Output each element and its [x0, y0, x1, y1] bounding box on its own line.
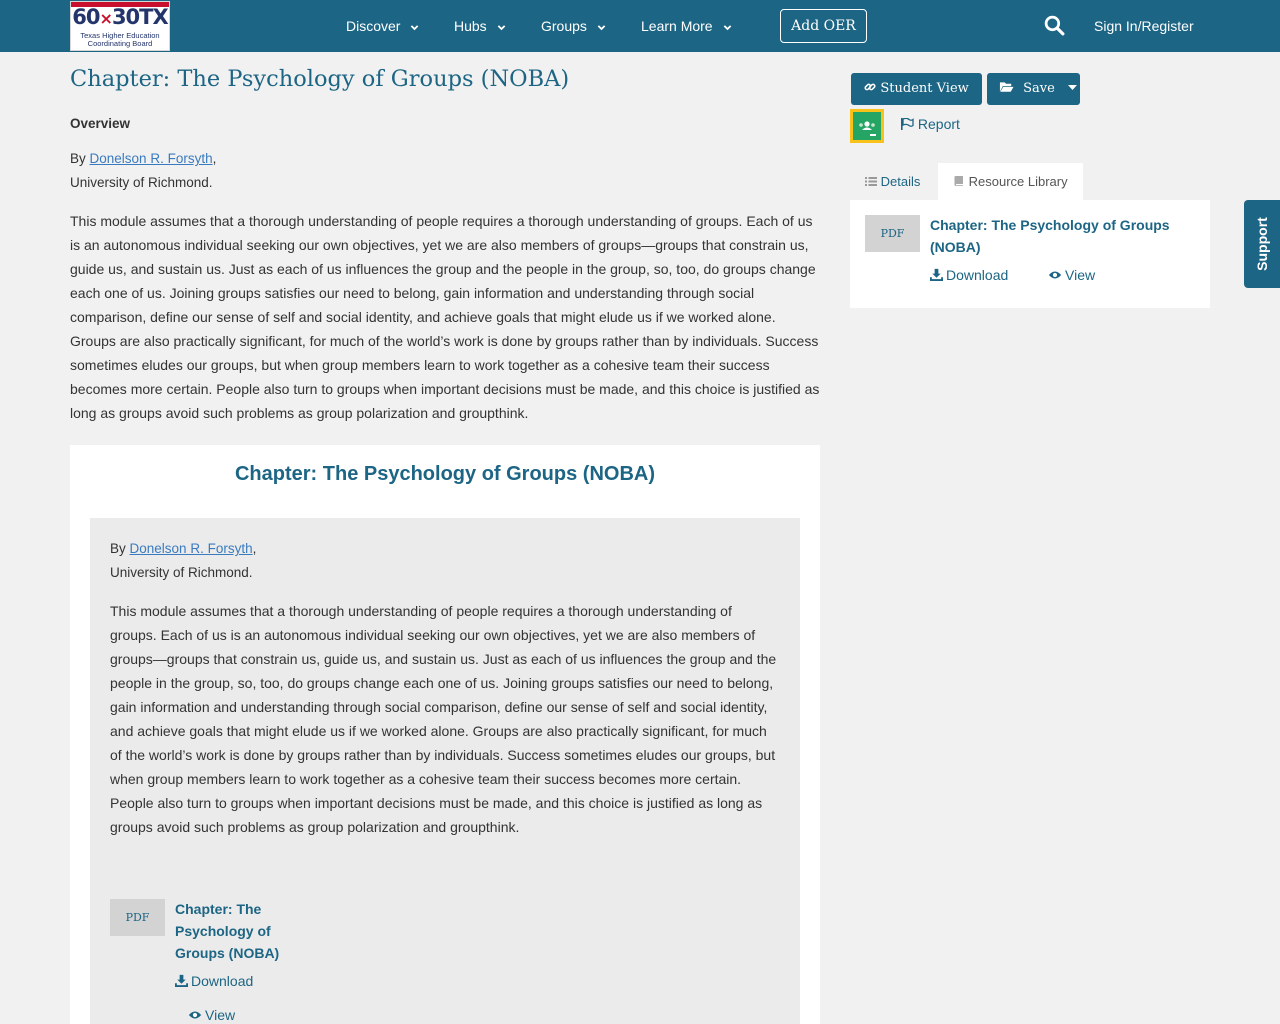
save-label: Save [1023, 81, 1055, 96]
sidebar-view-link[interactable] [1048, 267, 1095, 283]
author-byline [70, 147, 216, 195]
report-label: Report [917, 116, 960, 132]
add-oer-button[interactable]: Add OER [780, 9, 867, 43]
book-icon [953, 175, 965, 187]
download-icon [930, 268, 943, 281]
caret-down-icon [1068, 85, 1077, 91]
view-label: View [205, 1007, 236, 1023]
affiliation: University of Richmond. [110, 565, 253, 580]
download-icon [175, 974, 188, 987]
sidebar-resource-title-link[interactable]: Chapter: The Psychology of Groups (NOBA) [930, 217, 1170, 255]
tab-resource-library[interactable] [938, 163, 1083, 200]
list-icon [865, 176, 877, 187]
author-link[interactable]: Donelson R. Forsyth [129, 541, 253, 556]
content-box-title: Chapter: The Psychology of Groups (NOBA) [234, 463, 656, 485]
by-label: By [110, 541, 126, 556]
chevron-down-icon [597, 1, 606, 53]
student-view-label: Student View [880, 81, 969, 96]
logo-wordmark: 60×30TX [72, 5, 168, 29]
sign-in-register-link[interactable]: Sign In/Register [1094, 18, 1194, 34]
chevron-down-icon [497, 1, 506, 53]
resource-title-link[interactable]: Chapter: The Psychology of Groups (NOBA) [175, 901, 280, 961]
sidebar-download-link[interactable] [930, 267, 1008, 283]
google-classroom-share-button[interactable] [850, 109, 884, 143]
pdf-thumbnail[interactable]: PDF [865, 215, 920, 252]
site-logo[interactable] [70, 1, 170, 51]
support-label: Support [1254, 217, 1270, 271]
save-dropdown-button[interactable] [987, 73, 1080, 105]
nav-groups[interactable] [541, 0, 606, 52]
affiliation: University of Richmond. [70, 175, 213, 190]
tab-resource-library-label: Resource Library [968, 174, 1068, 189]
student-view-button[interactable] [851, 73, 982, 105]
eye-icon [1048, 269, 1062, 281]
nav-learn-more[interactable] [641, 0, 732, 52]
download-label: Download [946, 267, 1009, 283]
report-link[interactable] [900, 116, 960, 132]
download-link[interactable] [175, 973, 253, 989]
logo-subtitle: Texas Higher Education Coordinating Board [80, 31, 160, 48]
support-tab[interactable] [1244, 200, 1280, 288]
download-label: Download [191, 973, 254, 989]
tab-details[interactable] [850, 163, 935, 200]
nav-hubs-label: Hubs [454, 18, 487, 34]
page-title: Chapter: The Psychology of Groups (NOBA) [70, 66, 570, 92]
view-link[interactable] [188, 1007, 235, 1023]
search-icon[interactable] [1044, 15, 1065, 40]
nav-discover[interactable] [346, 0, 419, 52]
overview-description: This module assumes that a thorough understanding of people requires a thorough understanding of groups. Each of us is an autonomous individual seeking our own objectives, yet we are also members of groups—groups that constrain us, guide us, and sustain us. Just as each of us influences the group and the people in the group, so, too, do groups change each one of us. Joining groups satisfies our need to belong, gain information and understanding through social comparison, define our sense of self and social identity, and achieve goals that might elude us if we worked alone. Groups are also practically significant, for much of the world’s work is done by groups rather than by individuals. Success sometimes eludes our groups, but when group members learn to work together as a cohesive team their success becomes more certain. People also turn to groups when important decisions must be made, and this choice is justified as long as groups avoid such problems as group polarization and groupthink. [70, 213, 820, 421]
comma: , [212, 151, 217, 166]
google-classroom-icon [853, 112, 881, 140]
comma: , [252, 541, 257, 556]
nav-discover-label: Discover [346, 18, 401, 34]
nav-learn-more-label: Learn More [641, 18, 713, 34]
nav-groups-label: Groups [541, 18, 587, 34]
chevron-down-icon [723, 1, 732, 53]
inner-description: This module assumes that a thorough understanding of people requires a thorough understanding of groups. Each of us is an autonomous individual seeking our own objectives, yet we are also members of groups—groups that constrain us, guide us, and sustain us. Just as each of us influences the group and the people in the group, so, too, do groups change each one of us. Joining groups satisfies our need to belong, gain information and understanding through social comparison, define our sense of self and social identity, and achieve goals that might elude us if we worked alone. Groups are also practically significant, for much of the world’s work is done by groups rather than by individuals. Success sometimes eludes our groups, but when group members learn to work together as a cohesive team their success becomes more certain. People also turn to groups when important decisions must be made, and this choice is justified as long as groups avoid such problems as group polarization and groupthink. [110, 603, 777, 835]
author-link[interactable]: Donelson R. Forsyth [89, 151, 213, 166]
overview-heading: Overview [70, 116, 131, 131]
top-navbar [0, 0, 1280, 52]
tab-details-label: Details [880, 174, 921, 189]
by-label: By [70, 151, 86, 166]
nav-hubs[interactable] [454, 0, 506, 52]
link-icon [864, 81, 876, 93]
chevron-down-icon [410, 1, 419, 53]
folder-open-icon [999, 81, 1014, 93]
flag-icon [900, 118, 914, 130]
eye-icon [188, 1009, 202, 1021]
inner-author-byline [110, 537, 256, 585]
pdf-thumbnail[interactable]: PDF [110, 899, 165, 936]
view-label: View [1065, 267, 1096, 283]
